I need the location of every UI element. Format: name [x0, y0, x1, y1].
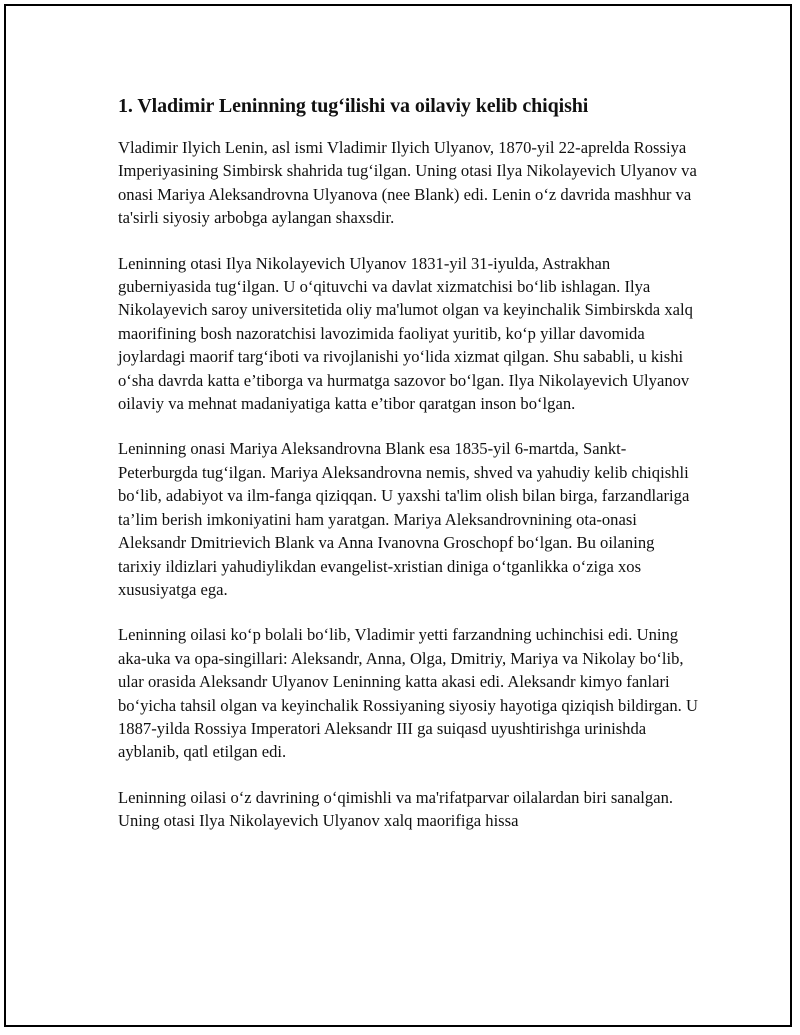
paragraph-siblings: Leninning oilasi ko‘p bolali bo‘lib, Vladimir yetti farzandning uchinchisi edi. Uning aka-uka va opa-singillari: Aleksandr, Anna, Olga, Dmitriy, Mariya va Nikolay bo‘lib, ular orasida Aleksandr Ulyanov Leninning katta akasi edi. Aleksandr kimyo fanlari bo‘yicha tahsil olgan va keyinchalik Rossiyaning siyosiy hayotiga qiziqish bildirgan. U 1887-yilda Rossiya Imperatori Aleksandr III ga suiqasd uyushtirishga urinishda ayblanib, qatl etilgan edi.	[118, 625, 698, 762]
paragraph-father: Leninning otasi Ilya Nikolayevich Ulyanov 1831-yil 31-iyulda, Astrakhan guberniyasida tug‘ilgan. U o‘qituvchi va davlat xizmatchisi bo‘lib ishlagan. Ilya Nikolayevich saroy universitetida oliy ma'lumot olgan va keyinchalik Simbirskda xalq maorifining bosh nazoratchisi lavozimida faoliyat yuritib, ko‘p yillar davomida joylardagi maorif targ‘iboti va rivojlanishi yo‘lida xizmat qilgan. Shu sababli, u kishi o‘sha davrda katta e’tiborga va hurmatga sazovor bo‘lgan. Ilya Nikolayevich Ulyanov oilaviy va mehnat madaniyatiga katta e’tibor qaratgan inson bo‘lgan.	[118, 253, 693, 414]
paragraph-mother: Leninning onasi Mariya Aleksandrovna Blank esa 1835-yil 6-martda, Sankt-Peterburgda tug‘ilgan. Mariya Aleksandrovna nemis, shved va yahudiy kelib chiqishli bo‘lib, adabiyot va ilm-fanga qiziqqan. U yaxshi ta'lim olish bilan birga, farzandlariga ta’lim berish imkoniyatini ham yaratgan. Mariya Aleksandrovnining ota-onasi Aleksandr Dmitrievich Blank va Anna Ivanovna Groschopf bo‘lgan. Bu oilaning tarixiy ildizlari yahudiylikdan evangelist-xristian diniga o‘tganlikka o‘ziga xos xususiyatga ega.	[118, 439, 690, 599]
section-heading: 1. Vladimir Leninning tug‘ilishi va oilaviy kelib chiqishi	[118, 95, 589, 117]
paragraph-family-education: Leninning oilasi o‘z davrining o‘qimishli va ma'rifatparvar oilalardan biri sanalgan. Uning otasi Ilya Nikolayevich Ulyanov xalq maorifiga hissa	[118, 787, 674, 831]
paragraph-birth: Vladimir Ilyich Lenin, asl ismi Vladimir Ilyich Ulyanov, 1870-yil 22-aprelda Rossiya Imperiyasining Simbirsk shahrida tug‘ilgan. Uning otasi Ilya Nikolayevich Ulyanov va onasi Mariya Aleksandrovna Ulyanova (nee Blank) edi. Lenin o‘z davrida mashhur va ta'sirli siyosiy arbobga aylangan shaxsdir.	[118, 138, 697, 228]
document-body	[118, 92, 698, 855]
